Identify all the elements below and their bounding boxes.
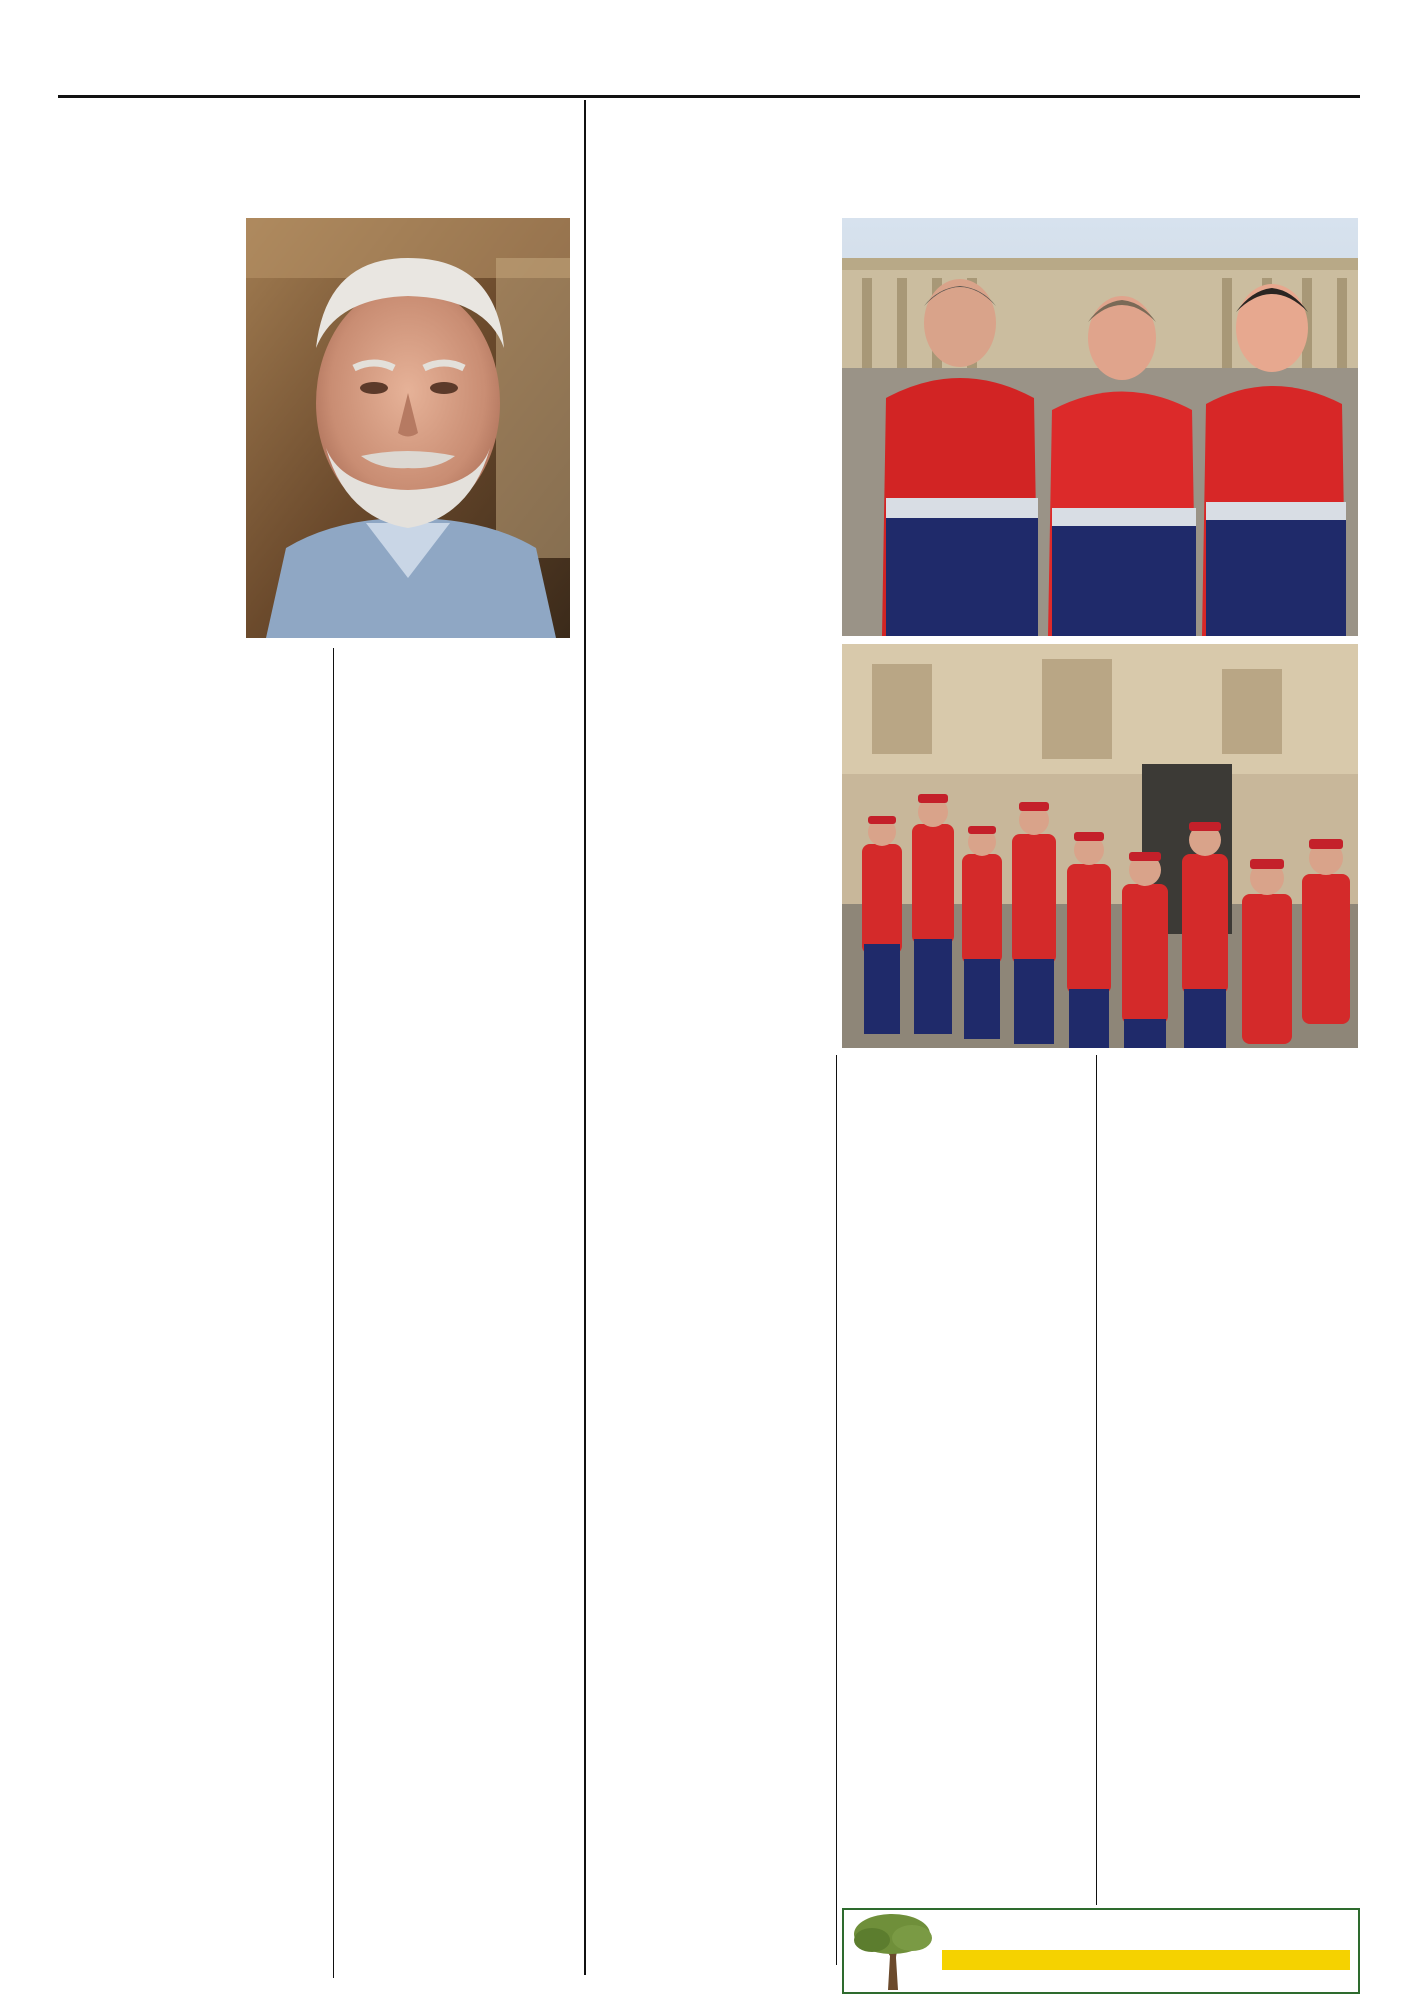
- right-col5: [1104, 1058, 1356, 1908]
- left-col2: [340, 638, 576, 1938]
- column-divider-left: [333, 648, 334, 1978]
- right-col3: [596, 218, 832, 1958]
- left-col1: [72, 638, 326, 1966]
- header-rule: [58, 95, 1360, 98]
- group-photo: [842, 644, 1358, 1048]
- page-number-block: [1356, 56, 1360, 93]
- portrait-photo: [246, 218, 570, 638]
- left-col1-top: [72, 218, 238, 638]
- right-col4: [842, 1058, 1088, 1908]
- portrait-illustration: [246, 218, 570, 638]
- advert-tagline: [942, 1950, 1350, 1970]
- volunteers-illustration: [842, 218, 1358, 636]
- article-divider: [584, 100, 586, 1975]
- volunteers-photo: [842, 218, 1358, 636]
- column-divider-right-1: [836, 1055, 837, 1965]
- column-divider-right-2: [1096, 1055, 1097, 1905]
- olive-tree-icon: [850, 1912, 934, 1990]
- group-illustration: [842, 644, 1358, 1048]
- advert-box[interactable]: [842, 1908, 1360, 1994]
